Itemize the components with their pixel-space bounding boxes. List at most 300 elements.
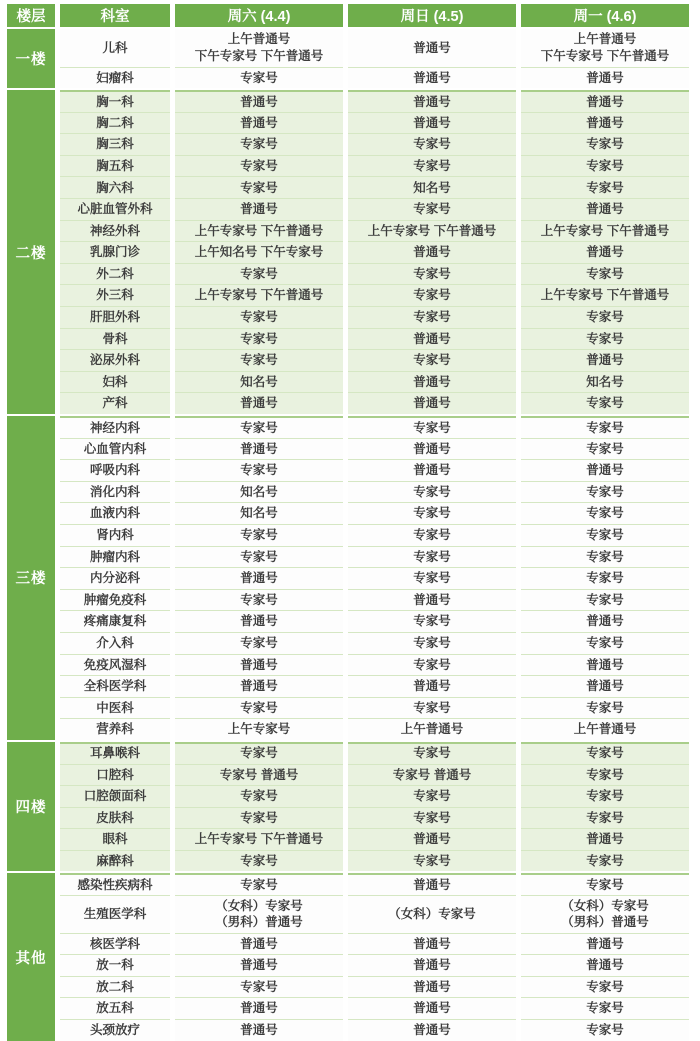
schedule-cell-monday: [521, 29, 689, 67]
schedule-line: 专家号: [240, 420, 278, 435]
table-row: [60, 1019, 693, 1041]
table-row: [60, 112, 693, 134]
schedule-cell-monday: [521, 90, 689, 112]
schedule-cell-monday: [521, 697, 689, 719]
schedule-line: 专家号: [413, 614, 451, 629]
department-name: 免疫风湿科: [60, 654, 170, 676]
schedule-cell-monday: [521, 895, 689, 933]
schedule-line: 专家号: [240, 528, 278, 543]
department-name: 口腔颌面科: [60, 785, 170, 807]
schedule-cell-sunday: [348, 718, 516, 740]
schedule-cell-saturday: [175, 1019, 343, 1041]
table-row: [60, 349, 693, 371]
schedule-line: 专家号: [240, 635, 278, 650]
schedule-cell-sunday: [348, 675, 516, 697]
schedule-cell-saturday: [175, 697, 343, 719]
schedule-cell-saturday: [175, 718, 343, 740]
schedule-cell-saturday: [175, 349, 343, 371]
schedule-line: 专家号: [240, 310, 278, 325]
department-name: 营养科: [60, 718, 170, 740]
table-row: [60, 416, 693, 438]
schedule-cell-monday: [521, 112, 689, 134]
schedule-line: 专家号: [240, 853, 278, 868]
schedule-line: （男科）普通号: [561, 915, 649, 930]
schedule-cell-saturday: [175, 29, 343, 67]
schedule-line: 上午专家号 下午普通号: [367, 223, 497, 238]
schedule-line: 普通号: [240, 958, 278, 973]
schedule-line: 普通号: [413, 463, 451, 478]
section-rows: [60, 873, 693, 1040]
department-name: 乳腺门诊: [60, 241, 170, 263]
schedule-line: 专家号: [586, 158, 624, 173]
floor-label: 其他: [7, 873, 55, 1040]
department-name: 骨科: [60, 328, 170, 350]
schedule-line: 普通号: [240, 657, 278, 672]
floor-section-1: [7, 29, 693, 88]
department-name: 麻醉科: [60, 850, 170, 872]
schedule-line: 普通号: [413, 245, 451, 260]
schedule-cell-saturday: [175, 112, 343, 134]
schedule-cell-monday: [521, 438, 689, 460]
schedule-line: 专家号: [586, 506, 624, 521]
schedule-cell-monday: [521, 241, 689, 263]
schedule-line: 专家号: [586, 789, 624, 804]
schedule-cell-sunday: [348, 263, 516, 285]
schedule-cell-monday: [521, 198, 689, 220]
schedule-line: 专家号: [413, 420, 451, 435]
schedule-line: 专家号: [240, 463, 278, 478]
table-row: [60, 198, 693, 220]
schedule-line: 普通号: [586, 679, 624, 694]
schedule-line: 专家号: [240, 810, 278, 825]
department-name: 泌尿外科: [60, 349, 170, 371]
schedule-cell-sunday: [348, 742, 516, 764]
schedule-cell-saturday: [175, 589, 343, 611]
schedule-line: 专家号: [240, 331, 278, 346]
table-row: [60, 29, 693, 67]
schedule-line: 专家号: [413, 810, 451, 825]
column-header-floor: 楼层: [7, 4, 55, 27]
department-name: 耳鼻喉科: [60, 742, 170, 764]
department-name: 放一科: [60, 954, 170, 976]
schedule-cell-monday: [521, 481, 689, 503]
schedule-line: 普通号: [413, 70, 451, 85]
schedule-cell-monday: [521, 546, 689, 568]
schedule-line: 专家号: [586, 310, 624, 325]
schedule-line: 专家号: [413, 549, 451, 564]
schedule-line: 专家号: [240, 70, 278, 85]
schedule-line: 普通号: [413, 374, 451, 389]
department-name: 肾内科: [60, 524, 170, 546]
schedule-line: 普通号: [586, 202, 624, 217]
schedule-cell-monday: [521, 133, 689, 155]
schedule-cell-sunday: [348, 67, 516, 89]
schedule-line: 专家号: [240, 746, 278, 761]
department-name: 内分泌科: [60, 567, 170, 589]
schedule-cell-saturday: [175, 807, 343, 829]
department-name: 儿科: [60, 29, 170, 67]
schedule-cell-saturday: [175, 155, 343, 177]
schedule-cell-saturday: [175, 416, 343, 438]
schedule-cell-saturday: [175, 610, 343, 632]
schedule-cell-saturday: [175, 785, 343, 807]
schedule-line: 专家号: [240, 266, 278, 281]
schedule-cell-sunday: [348, 785, 516, 807]
schedule-cell-saturday: [175, 263, 343, 285]
schedule-cell-monday: [521, 654, 689, 676]
department-name: 消化内科: [60, 481, 170, 503]
department-name: 生殖医学科: [60, 895, 170, 933]
schedule-line: 普通号: [413, 1001, 451, 1016]
department-name: 外三科: [60, 284, 170, 306]
floor-label: 三楼: [7, 416, 55, 740]
schedule-cell-monday: [521, 850, 689, 872]
schedule-line: 普通号: [413, 679, 451, 694]
table-row: [60, 764, 693, 786]
table-body: [7, 29, 693, 1041]
schedule-cell-saturday: [175, 567, 343, 589]
schedule-cell-sunday: [348, 481, 516, 503]
schedule-line: 上午普通号: [573, 722, 637, 737]
department-name: 神经内科: [60, 416, 170, 438]
schedule-cell-sunday: [348, 459, 516, 481]
schedule-line: 普通号: [413, 40, 451, 55]
schedule-cell-monday: [521, 764, 689, 786]
table-row: [60, 807, 693, 829]
schedule-line: 普通号: [240, 1001, 278, 1016]
schedule-cell-monday: [521, 416, 689, 438]
schedule-line: 专家号: [586, 266, 624, 281]
schedule-cell-monday: [521, 675, 689, 697]
schedule-cell-monday: [521, 328, 689, 350]
schedule-cell-monday: [521, 567, 689, 589]
schedule-cell-saturday: [175, 546, 343, 568]
schedule-line: 上午知名号 下午专家号: [194, 245, 324, 260]
schedule-line: 专家号: [586, 441, 624, 456]
schedule-cell-sunday: [348, 546, 516, 568]
schedule-line: 上午普通号: [400, 722, 464, 737]
schedule-line: 普通号: [413, 958, 451, 973]
column-header-monday: 周一 (4.6): [521, 4, 689, 27]
schedule-cell-monday: [521, 742, 689, 764]
column-header-department: 科室: [60, 4, 170, 27]
schedule-line: 专家号: [240, 158, 278, 173]
schedule-cell-monday: [521, 371, 689, 393]
schedule-line: 普通号: [586, 94, 624, 109]
schedule-line: 专家号: [413, 700, 451, 715]
schedule-line: 普通号: [586, 463, 624, 478]
schedule-cell-saturday: [175, 502, 343, 524]
schedule-line: 上午普通号: [573, 32, 637, 47]
schedule-cell-sunday: [348, 392, 516, 414]
department-name: 神经外科: [60, 220, 170, 242]
schedule-line: 专家号: [413, 310, 451, 325]
table-row: [60, 524, 693, 546]
schedule-line: 专家号: [413, 657, 451, 672]
schedule-line: 专家号: [413, 853, 451, 868]
schedule-cell-monday: [521, 589, 689, 611]
schedule-cell-saturday: [175, 220, 343, 242]
schedule-line: 普通号: [586, 353, 624, 368]
table-row: [60, 241, 693, 263]
table-row: [60, 654, 693, 676]
schedule-line: 专家号: [586, 396, 624, 411]
department-name: 妇瘤科: [60, 67, 170, 89]
schedule-cell-sunday: [348, 933, 516, 955]
schedule-cell-monday: [521, 828, 689, 850]
schedule-line: 普通号: [413, 979, 451, 994]
department-name: 胸一科: [60, 90, 170, 112]
schedule-line: 专家号: [586, 635, 624, 650]
schedule-cell-saturday: [175, 133, 343, 155]
schedule-line: 专家号: [586, 180, 624, 195]
schedule-line: 专家号: [586, 331, 624, 346]
schedule-cell-monday: [521, 1019, 689, 1041]
schedule-cell-saturday: [175, 742, 343, 764]
schedule-cell-saturday: [175, 997, 343, 1019]
schedule-cell-saturday: [175, 241, 343, 263]
table-row: [60, 392, 693, 414]
schedule-line: 专家号: [413, 635, 451, 650]
schedule-line: 专家号: [240, 979, 278, 994]
section-rows: [60, 416, 693, 740]
schedule-cell-sunday: [348, 954, 516, 976]
schedule-cell-saturday: [175, 371, 343, 393]
schedule-line: 专家号: [413, 528, 451, 543]
schedule-cell-sunday: [348, 416, 516, 438]
schedule-cell-sunday: [348, 524, 516, 546]
schedule-line: 专家号: [586, 810, 624, 825]
schedule-line: 专家号: [240, 549, 278, 564]
column-header-saturday: 周六 (4.4): [175, 4, 343, 27]
schedule-line: 专家号: [586, 700, 624, 715]
table-row: [60, 675, 693, 697]
schedule-cell-sunday: [348, 241, 516, 263]
table-row: [60, 502, 693, 524]
schedule-cell-saturday: [175, 438, 343, 460]
schedule-cell-monday: [521, 67, 689, 89]
schedule-line: 普通号: [240, 441, 278, 456]
department-name: 妇科: [60, 371, 170, 393]
schedule-line: 专家号: [586, 137, 624, 152]
schedule-cell-sunday: [348, 198, 516, 220]
floor-section-3: [7, 416, 693, 740]
schedule-line: 普通号: [240, 614, 278, 629]
schedule-line: 专家号: [586, 420, 624, 435]
table-row: [60, 90, 693, 112]
department-name: 胸二科: [60, 112, 170, 134]
schedule-line: 专家号: [413, 202, 451, 217]
schedule-line: 专家号: [413, 571, 451, 586]
table-row: [60, 742, 693, 764]
department-name: 核医学科: [60, 933, 170, 955]
floor-section-5: [7, 873, 693, 1040]
schedule-line: 知名号: [586, 374, 624, 389]
schedule-cell-saturday: [175, 654, 343, 676]
table-row: [60, 610, 693, 632]
floor-label: 二楼: [7, 90, 55, 414]
schedule-line: 普通号: [586, 70, 624, 85]
schedule-line: 普通号: [240, 115, 278, 130]
schedule-line: 下午专家号 下午普通号: [540, 48, 670, 63]
schedule-cell-sunday: [348, 828, 516, 850]
schedule-line: 专家号: [413, 137, 451, 152]
department-name: 肿瘤内科: [60, 546, 170, 568]
schedule-cell-saturday: [175, 306, 343, 328]
schedule-line: 专家号: [413, 484, 451, 499]
schedule-line: 专家号: [240, 878, 278, 893]
section-rows: [60, 742, 693, 872]
schedule-cell-monday: [521, 220, 689, 242]
table-row: [60, 133, 693, 155]
floor-label: 一楼: [7, 29, 55, 88]
schedule-line: 普通号: [413, 441, 451, 456]
schedule-cell-sunday: [348, 328, 516, 350]
schedule-cell-sunday: [348, 567, 516, 589]
schedule-cell-monday: [521, 263, 689, 285]
table-row: [60, 850, 693, 872]
schedule-line: 普通号: [586, 832, 624, 847]
schedule-line: 普通号: [413, 832, 451, 847]
schedule-line: 专家号: [586, 1001, 624, 1016]
schedule-line: 专家号: [413, 266, 451, 281]
table-row: [60, 718, 693, 740]
schedule-line: 普通号: [240, 202, 278, 217]
table-row: [60, 785, 693, 807]
schedule-line: 专家号: [240, 789, 278, 804]
schedule-line: 普通号: [413, 878, 451, 893]
department-name: 中医科: [60, 697, 170, 719]
schedule-cell-monday: [521, 873, 689, 895]
schedule-line: 专家号: [586, 878, 624, 893]
schedule-line: 普通号: [413, 115, 451, 130]
schedule-line: 普通号: [586, 245, 624, 260]
schedule-line: 专家号: [413, 506, 451, 521]
schedule-line: 专家号: [413, 746, 451, 761]
schedule-cell-sunday: [348, 284, 516, 306]
schedule-cell-saturday: [175, 954, 343, 976]
schedule-line: 普通号: [586, 936, 624, 951]
schedule-cell-saturday: [175, 632, 343, 654]
table-row: [60, 895, 693, 933]
schedule-cell-saturday: [175, 392, 343, 414]
department-name: 放二科: [60, 976, 170, 998]
table-row: [60, 954, 693, 976]
schedule-cell-monday: [521, 392, 689, 414]
schedule-cell-sunday: [348, 873, 516, 895]
table-row: [60, 567, 693, 589]
floor-section-4: [7, 742, 693, 872]
table-row: [60, 589, 693, 611]
schedule-line: 专家号: [413, 288, 451, 303]
schedule-line: 知名号: [240, 374, 278, 389]
schedule-cell-sunday: [348, 697, 516, 719]
schedule-line: （女科）专家号: [215, 898, 303, 913]
table-row: [60, 697, 693, 719]
department-name: 呼吸内科: [60, 459, 170, 481]
schedule-cell-monday: [521, 807, 689, 829]
table-row: [60, 828, 693, 850]
schedule-cell-sunday: [348, 807, 516, 829]
department-name: 放五科: [60, 997, 170, 1019]
table-header-row: [7, 4, 693, 27]
schedule-cell-sunday: [348, 133, 516, 155]
schedule-cell-monday: [521, 524, 689, 546]
schedule-line: 上午专家号 下午普通号: [194, 223, 324, 238]
department-name: 肝胆外科: [60, 306, 170, 328]
schedule-line: 普通号: [240, 94, 278, 109]
department-name: 疼痛康复科: [60, 610, 170, 632]
schedule-line: 普通号: [240, 571, 278, 586]
table-row: [60, 306, 693, 328]
schedule-cell-monday: [521, 632, 689, 654]
schedule-line: 专家号: [586, 484, 624, 499]
schedule-line: 专家号: [240, 700, 278, 715]
schedule-cell-monday: [521, 785, 689, 807]
schedule-cell-monday: [521, 459, 689, 481]
schedule-cell-sunday: [348, 371, 516, 393]
schedule-cell-sunday: [348, 997, 516, 1019]
schedule-cell-monday: [521, 954, 689, 976]
schedule-cell-saturday: [175, 675, 343, 697]
schedule-cell-sunday: [348, 654, 516, 676]
table-row: [60, 933, 693, 955]
schedule-line: 普通号: [413, 396, 451, 411]
department-name: 胸五科: [60, 155, 170, 177]
schedule-cell-sunday: [348, 610, 516, 632]
department-name: 心脏血管外科: [60, 198, 170, 220]
schedule-line: 专家号: [413, 789, 451, 804]
schedule-line: 专家号: [586, 767, 624, 782]
schedule-line: 专家号: [586, 1022, 624, 1037]
schedule-cell-saturday: [175, 895, 343, 933]
schedule-cell-sunday: [348, 764, 516, 786]
table-row: [60, 546, 693, 568]
schedule-cell-monday: [521, 306, 689, 328]
schedule-cell-sunday: [348, 155, 516, 177]
schedule-line: 专家号: [240, 180, 278, 195]
schedule-cell-monday: [521, 718, 689, 740]
schedule-cell-monday: [521, 176, 689, 198]
table-row: [60, 873, 693, 895]
schedule-cell-sunday: [348, 112, 516, 134]
table-row: [60, 220, 693, 242]
schedule-cell-sunday: [348, 895, 516, 933]
schedule-line: 下午专家号 下午普通号: [194, 48, 324, 63]
schedule-cell-sunday: [348, 349, 516, 371]
schedule-cell-sunday: [348, 220, 516, 242]
schedule-line: 普通号: [586, 614, 624, 629]
schedule-cell-saturday: [175, 873, 343, 895]
schedule-cell-sunday: [348, 29, 516, 67]
department-name: 产科: [60, 392, 170, 414]
schedule-cell-sunday: [348, 589, 516, 611]
schedule-cell-sunday: [348, 438, 516, 460]
schedule-cell-monday: [521, 349, 689, 371]
schedule-line: 普通号: [413, 1022, 451, 1037]
floor-section-2: [7, 90, 693, 414]
schedule-line: 普通号: [240, 396, 278, 411]
schedule-line: 上午专家号 下午普通号: [194, 288, 324, 303]
schedule-line: 普通号: [586, 958, 624, 973]
department-name: 胸六科: [60, 176, 170, 198]
table-row: [60, 176, 693, 198]
schedule-cell-sunday: [348, 850, 516, 872]
table-row: [60, 481, 693, 503]
section-rows: [60, 29, 693, 88]
schedule-cell-saturday: [175, 284, 343, 306]
table-row: [60, 371, 693, 393]
